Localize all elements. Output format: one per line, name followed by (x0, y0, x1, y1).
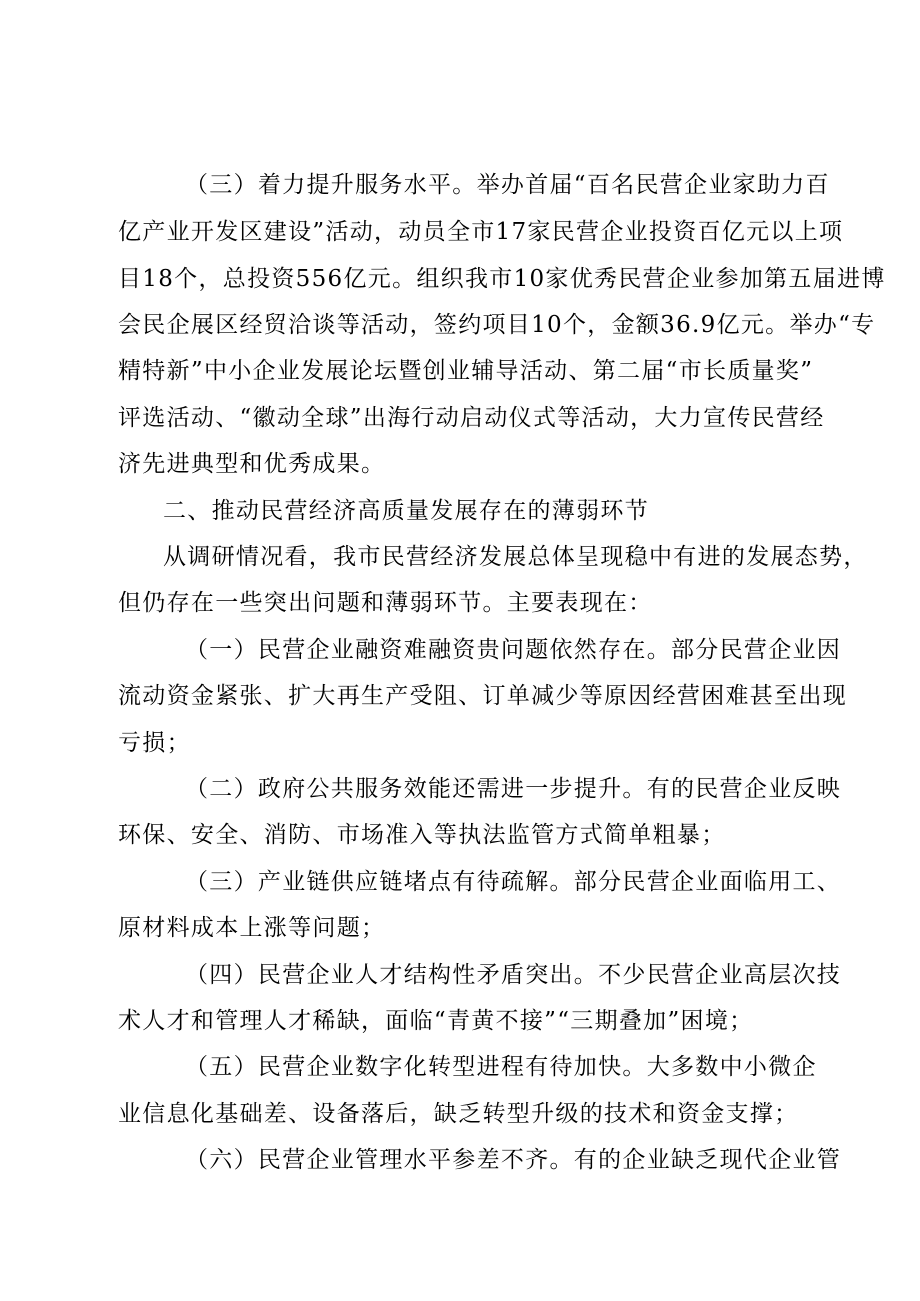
text-line: 亏损； (118, 730, 191, 756)
text-line: （四）民营企业人才结构性矛盾突出。不少民营企业高层次技 (185, 962, 842, 988)
text-line: 评选活动、“徽动全球”出海行动启动仪式等活动，大力宣传民营经 (118, 405, 825, 431)
text-line: 济先进典型和优秀成果。 (118, 451, 386, 477)
text-line: 业信息化基础差、设备落后，缺乏转型升级的技术和资金支撑； (118, 1101, 799, 1127)
text-line: 环保、安全、消防、市场准入等执法监管方式简单粗暴； (118, 822, 726, 848)
text-line: （五）民营企业数字化转型进程有待加快。大多数中小微企 (185, 1054, 817, 1080)
text-line: （三）产业链供应链堵点有待疏解。部分民营企业面临用工、 (185, 869, 842, 895)
text-line: （三）着力提升服务水平。举办首届“百名民营企业家助力百 (185, 172, 830, 198)
text-line: 流动资金紧张、扩大再生产受阻、订单减少等原因经营困难甚至出现 (118, 683, 847, 709)
text-line: 原材料成本上涨等问题； (118, 915, 386, 941)
text-line: （一）民营企业融资难融资贵问题依然存在。部分民营企业因 (185, 637, 842, 663)
text-line: 精特新”中小企业发展论坛暨创业辅导活动、第二届“市长质量奖” (118, 358, 814, 384)
text-line: 亿产业开发区建设”活动，动员全市17家民营企业投资百亿元以上项 (118, 219, 844, 245)
text-line: 从调研情况看，我市民营经济发展总体呈现稳中有进的发展态势， (163, 544, 868, 570)
text-line: 但仍存在一些突出问题和薄弱环节。主要表现在： (118, 590, 653, 616)
text-line: （六）民营企业管理水平参差不齐。有的企业缺乏现代企业管 (185, 1147, 842, 1173)
text-line: 会民企展区经贸洽谈等活动，签约项目10个，金额36.9亿元。举办“专 (118, 312, 876, 338)
text-line: （二）政府公共服务效能还需进一步提升。有的民营企业反映 (185, 776, 842, 802)
text-line: 术人才和管理人才稀缺，面临“青黄不接”“三期叠加”困境； (118, 1008, 754, 1034)
section-heading: 二、推动民营经济高质量发展存在的薄弱环节 (163, 498, 649, 524)
text-line: 目18个，总投资556亿元。组织我市10家优秀民营企业参加第五届进博 (118, 266, 886, 292)
